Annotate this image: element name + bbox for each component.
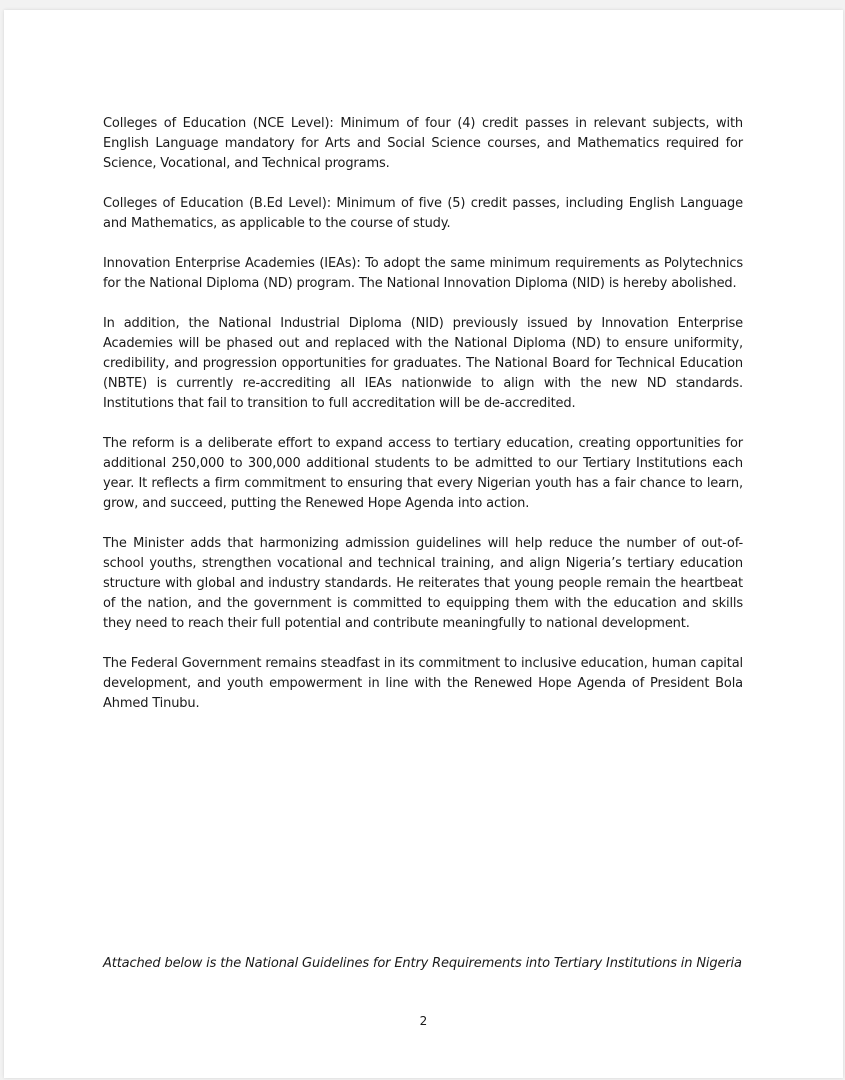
paragraph-iea: Innovation Enterprise Academies (IEAs): To adopt the same minimum requirements as Polytechnics for the National Diploma (ND) program. The National Innovation Diploma (NID) is hereby abolished.: [103, 256, 743, 291]
document-page: [4, 10, 843, 1078]
document-body: [103, 114, 743, 734]
page-number: 2: [419, 1014, 428, 1028]
paragraph-federal-government: The Federal Government remains steadfast in its commitment to inclusive education, human capital development, and youth empowerment in line with the Renewed Hope Agenda of President Bola Ahmed Tinubu.: [103, 656, 743, 711]
paragraph-reform: The reform is a deliberate effort to expand access to tertiary education, creating opportunities for additional 250,000 to 300,000 additional students to be admitted to our Tertiary Institutions each year. It reflects a firm commitment to ensuring that every Nigerian youth has a fair chance to learn, grow, and succeed, putting the Renewed Hope Agenda into action.: [103, 436, 743, 511]
paragraph-nce-level: Colleges of Education (NCE Level): Minimum of four (4) credit passes in relevant subjects, with English Language mandatory for Arts and Social Science courses, and Mathematics required for Science, Vocational, and Technical programs.: [103, 116, 743, 171]
paragraph-bed-level: Colleges of Education (B.Ed Level): Minimum of five (5) credit passes, including English Language and Mathematics, as applicable to the course of study.: [103, 196, 743, 231]
paragraph-nid-phase-out: In addition, the National Industrial Diploma (NID) previously issued by Innovation Enterprise Academies will be phased out and replaced with the National Diploma (ND) to ensure uniformity, credibility, and progression opportunities for graduates. The National Board for Technical Education (NBTE) is currently re-accrediting all IEAs nationwide to align with the new ND standards. Institutions that fail to transition to full accreditation will be de-accredited.: [103, 316, 743, 411]
paragraph-minister: The Minister adds that harmonizing admission guidelines will help reduce the number of out-of-school youths, strengthen vocational and technical training, and align Nigeria’s tertiary education structure with global and industry standards. He reiterates that young people remain the heartbeat of the nation, and the government is committed to equipping them with the education and skills they need to reach their full potential and contribute meaningfully to national development.: [103, 536, 743, 631]
attached-note: Attached below is the National Guidelines for Entry Requirements into Tertiary Institutions in Nigeria: [103, 956, 742, 971]
